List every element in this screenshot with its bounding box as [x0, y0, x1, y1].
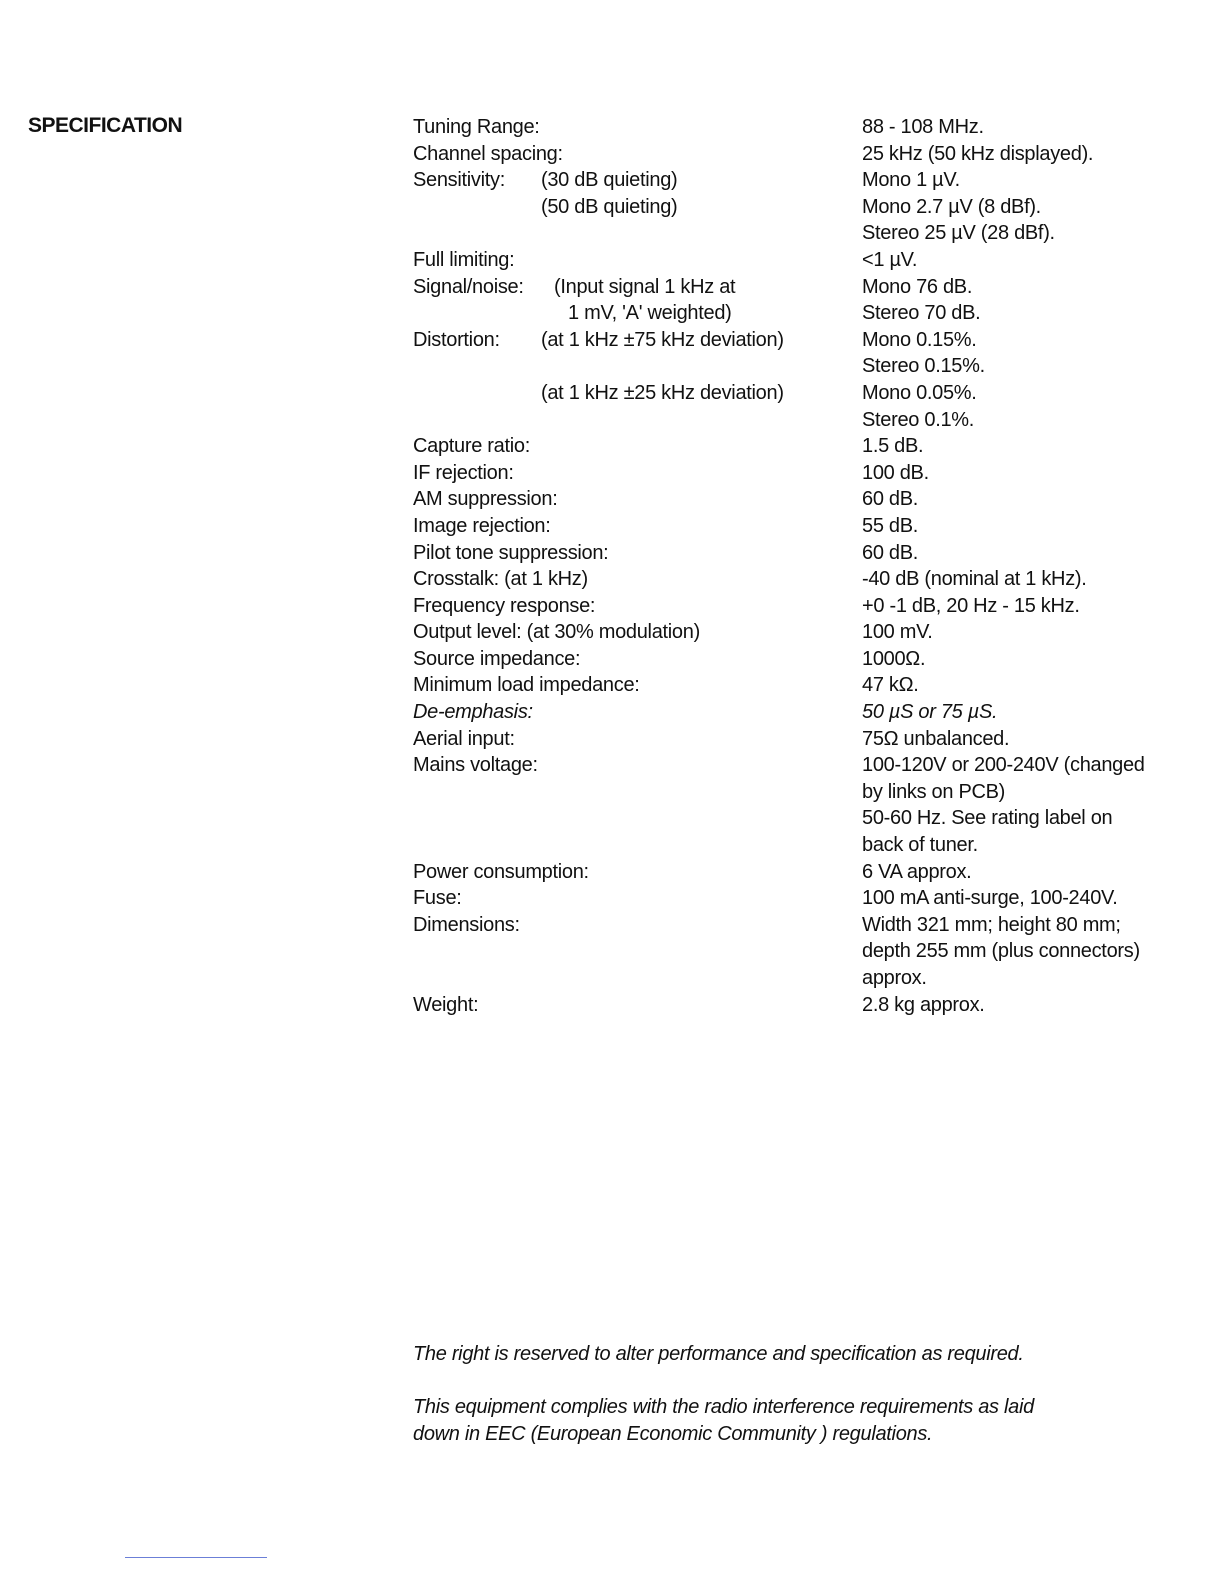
- spec-value: back of tuner.: [862, 834, 978, 857]
- spec-label: [413, 486, 862, 513]
- spec-label-text: Pilot tone suppression:: [413, 541, 609, 564]
- spec-sublabel: (Input signal 1 kHz at: [554, 275, 736, 298]
- spec-label-text: Dimensions:: [413, 913, 520, 936]
- spec-value: approx.: [862, 967, 927, 989]
- spec-row: [413, 779, 1203, 806]
- spec-row: [413, 832, 1203, 859]
- spec-label-text: Minimum load impedance:: [413, 674, 640, 697]
- spec-label: [413, 672, 862, 699]
- spec-value: 1.5 dB.: [862, 435, 924, 458]
- spec-label: [413, 460, 862, 487]
- spec-value: Mono 0.05%.: [862, 381, 977, 404]
- spec-value: 100-120V or 200-240V (changed: [862, 754, 1145, 777]
- spec-value: -40 dB (nominal at 1 kHz).: [862, 568, 1087, 591]
- spec-label: [413, 859, 862, 886]
- spec-value: +0 -1 dB, 20 Hz - 15 kHz.: [862, 594, 1080, 617]
- spec-row: [413, 274, 1203, 301]
- spec-row: [413, 805, 1203, 832]
- compliance-line: This equipment complies with the radio interference requirements as laid: [413, 1396, 1034, 1418]
- spec-label-text: Channel spacing:: [413, 142, 563, 165]
- spec-label-text: Fuse:: [413, 887, 462, 910]
- spec-label-text: Power consumption:: [413, 860, 589, 883]
- spec-label: [413, 646, 862, 673]
- spec-value: Stereo 70 dB.: [862, 302, 981, 325]
- spec-sublabel: (at 1 kHz ±25 kHz deviation): [541, 381, 784, 404]
- spec-row: [413, 992, 1203, 1019]
- spec-label: [413, 353, 862, 380]
- spec-label-text: Output level: (at 30% modulation): [413, 621, 700, 644]
- spec-value: Mono 2.7 µV (8 dBf).: [862, 195, 1041, 218]
- spec-row: [413, 566, 1203, 593]
- bottom-divider: [125, 1557, 267, 1558]
- spec-label: [413, 433, 862, 460]
- spec-label: [413, 619, 862, 646]
- spec-label-text: Source impedance:: [413, 647, 581, 670]
- spec-sublabel: (at 1 kHz ±75 kHz deviation): [541, 328, 784, 351]
- spec-sublabel: 1 mV, 'A' weighted): [568, 302, 732, 325]
- spec-value: Stereo 0.1%.: [862, 408, 975, 431]
- spec-label: [413, 699, 862, 726]
- compliance-notice: [413, 1394, 1173, 1448]
- spec-label-text: Aerial input:: [413, 727, 515, 750]
- spec-label: [413, 194, 862, 221]
- spec-label: [413, 992, 862, 1019]
- spec-value: <1 µV.: [862, 248, 918, 271]
- spec-row: [413, 327, 1203, 354]
- reserved-notice-text: The right is reserved to alter performance and specification as required.: [413, 1343, 1024, 1365]
- spec-row: [413, 938, 1203, 965]
- spec-value: Mono 76 dB.: [862, 275, 973, 298]
- spec-row: [413, 380, 1203, 407]
- spec-label: [413, 593, 862, 620]
- section-title: SPECIFICATION: [28, 114, 183, 137]
- spec-label-text: AM suppression:: [413, 488, 558, 511]
- spec-value: Mono 1 µV.: [862, 169, 960, 192]
- spec-label: [413, 114, 862, 141]
- spec-label: [413, 726, 862, 753]
- spec-label: [413, 220, 862, 247]
- spec-table: [413, 114, 1203, 1018]
- reserved-notice: [413, 1341, 1173, 1368]
- spec-label-text: Weight:: [413, 993, 479, 1016]
- spec-label: [413, 965, 862, 992]
- spec-label: [413, 167, 862, 194]
- spec-row: [413, 885, 1203, 912]
- spec-label: [413, 805, 862, 832]
- spec-label: [413, 274, 862, 301]
- spec-label: [413, 832, 862, 859]
- spec-value: 100 mA anti-surge, 100-240V.: [862, 887, 1118, 910]
- spec-value: 55 dB.: [862, 514, 919, 537]
- spec-row: [413, 593, 1203, 620]
- spec-row: [413, 752, 1203, 779]
- spec-row: [413, 220, 1203, 247]
- spec-label: [413, 407, 862, 434]
- spec-value: 47 kΩ.: [862, 674, 919, 697]
- spec-label-text: Image rejection:: [413, 514, 551, 537]
- spec-row: [413, 646, 1203, 673]
- spec-row: [413, 619, 1203, 646]
- spec-value: 2.8 kg approx.: [862, 993, 985, 1016]
- spec-value: Mono 0.15%.: [862, 328, 977, 351]
- spec-value: 25 kHz (50 kHz displayed).: [862, 142, 1094, 165]
- spec-value: 75Ω unbalanced.: [862, 727, 1010, 750]
- spec-row: [413, 114, 1203, 141]
- spec-label-text: Full limiting:: [413, 248, 515, 271]
- spec-label: [413, 540, 862, 567]
- spec-value: 6 VA approx.: [862, 860, 972, 883]
- spec-value: 88 - 108 MHz.: [862, 116, 984, 138]
- spec-label-text: Sensitivity:: [413, 169, 505, 192]
- spec-label: [413, 247, 862, 274]
- spec-label-text: Mains voltage:: [413, 754, 538, 777]
- spec-row: [413, 407, 1203, 434]
- spec-label: [413, 938, 862, 965]
- spec-label-text: Capture ratio:: [413, 435, 530, 458]
- spec-label-text: Tuning Range:: [413, 116, 540, 138]
- spec-value: Stereo 0.15%.: [862, 355, 985, 378]
- spec-row: [413, 965, 1203, 992]
- spec-value: 100 dB.: [862, 461, 929, 484]
- spec-label: [413, 141, 862, 168]
- spec-value: 50 µS or 75 µS.: [862, 701, 998, 724]
- spec-label: [413, 779, 862, 806]
- spec-label-text: Crosstalk: (at 1 kHz): [413, 568, 588, 591]
- spec-label: [413, 912, 862, 939]
- spec-row: [413, 300, 1203, 327]
- spec-label: [413, 752, 862, 779]
- spec-label-text: Distortion:: [413, 328, 500, 351]
- spec-label-text: De-emphasis:: [413, 701, 533, 724]
- spec-label: [413, 327, 862, 354]
- spec-label: [413, 300, 862, 327]
- spec-label-text: Frequency response:: [413, 594, 596, 617]
- spec-sublabel: (30 dB quieting): [541, 169, 678, 192]
- spec-row: [413, 167, 1203, 194]
- spec-value: Stereo 25 µV (28 dBf).: [862, 222, 1055, 245]
- spec-row: [413, 912, 1203, 939]
- spec-label: [413, 380, 862, 407]
- spec-value: 60 dB.: [862, 541, 919, 564]
- spec-row: [413, 433, 1203, 460]
- spec-value: depth 255 mm (plus connectors): [862, 940, 1140, 963]
- spec-sublabel: (50 dB quieting): [541, 195, 678, 218]
- spec-row: [413, 247, 1203, 274]
- compliance-line: down in EEC (European Economic Community ) regulations.: [413, 1423, 933, 1445]
- spec-value: 1000Ω.: [862, 647, 926, 670]
- spec-value: by links on PCB): [862, 780, 1006, 803]
- spec-label: [413, 885, 862, 912]
- spec-row: [413, 513, 1203, 540]
- spec-label-text: IF rejection:: [413, 461, 514, 484]
- spec-label-text: Signal/noise:: [413, 275, 524, 298]
- spec-row: [413, 353, 1203, 380]
- spec-value: 50-60 Hz. See rating label on: [862, 807, 1113, 830]
- spec-value: 60 dB.: [862, 488, 919, 511]
- spec-value: Width 321 mm; height 80 mm;: [862, 913, 1121, 936]
- spec-value: 100 mV.: [862, 621, 933, 644]
- spec-row: [413, 859, 1203, 886]
- spec-label: [413, 513, 862, 540]
- spec-row: [413, 540, 1203, 567]
- spec-row: [413, 672, 1203, 699]
- spec-row: [413, 726, 1203, 753]
- spec-row: [413, 194, 1203, 221]
- spec-row: [413, 460, 1203, 487]
- spec-row: [413, 486, 1203, 513]
- spec-label: [413, 566, 862, 593]
- spec-row: [413, 141, 1203, 168]
- spec-row: [413, 699, 1203, 726]
